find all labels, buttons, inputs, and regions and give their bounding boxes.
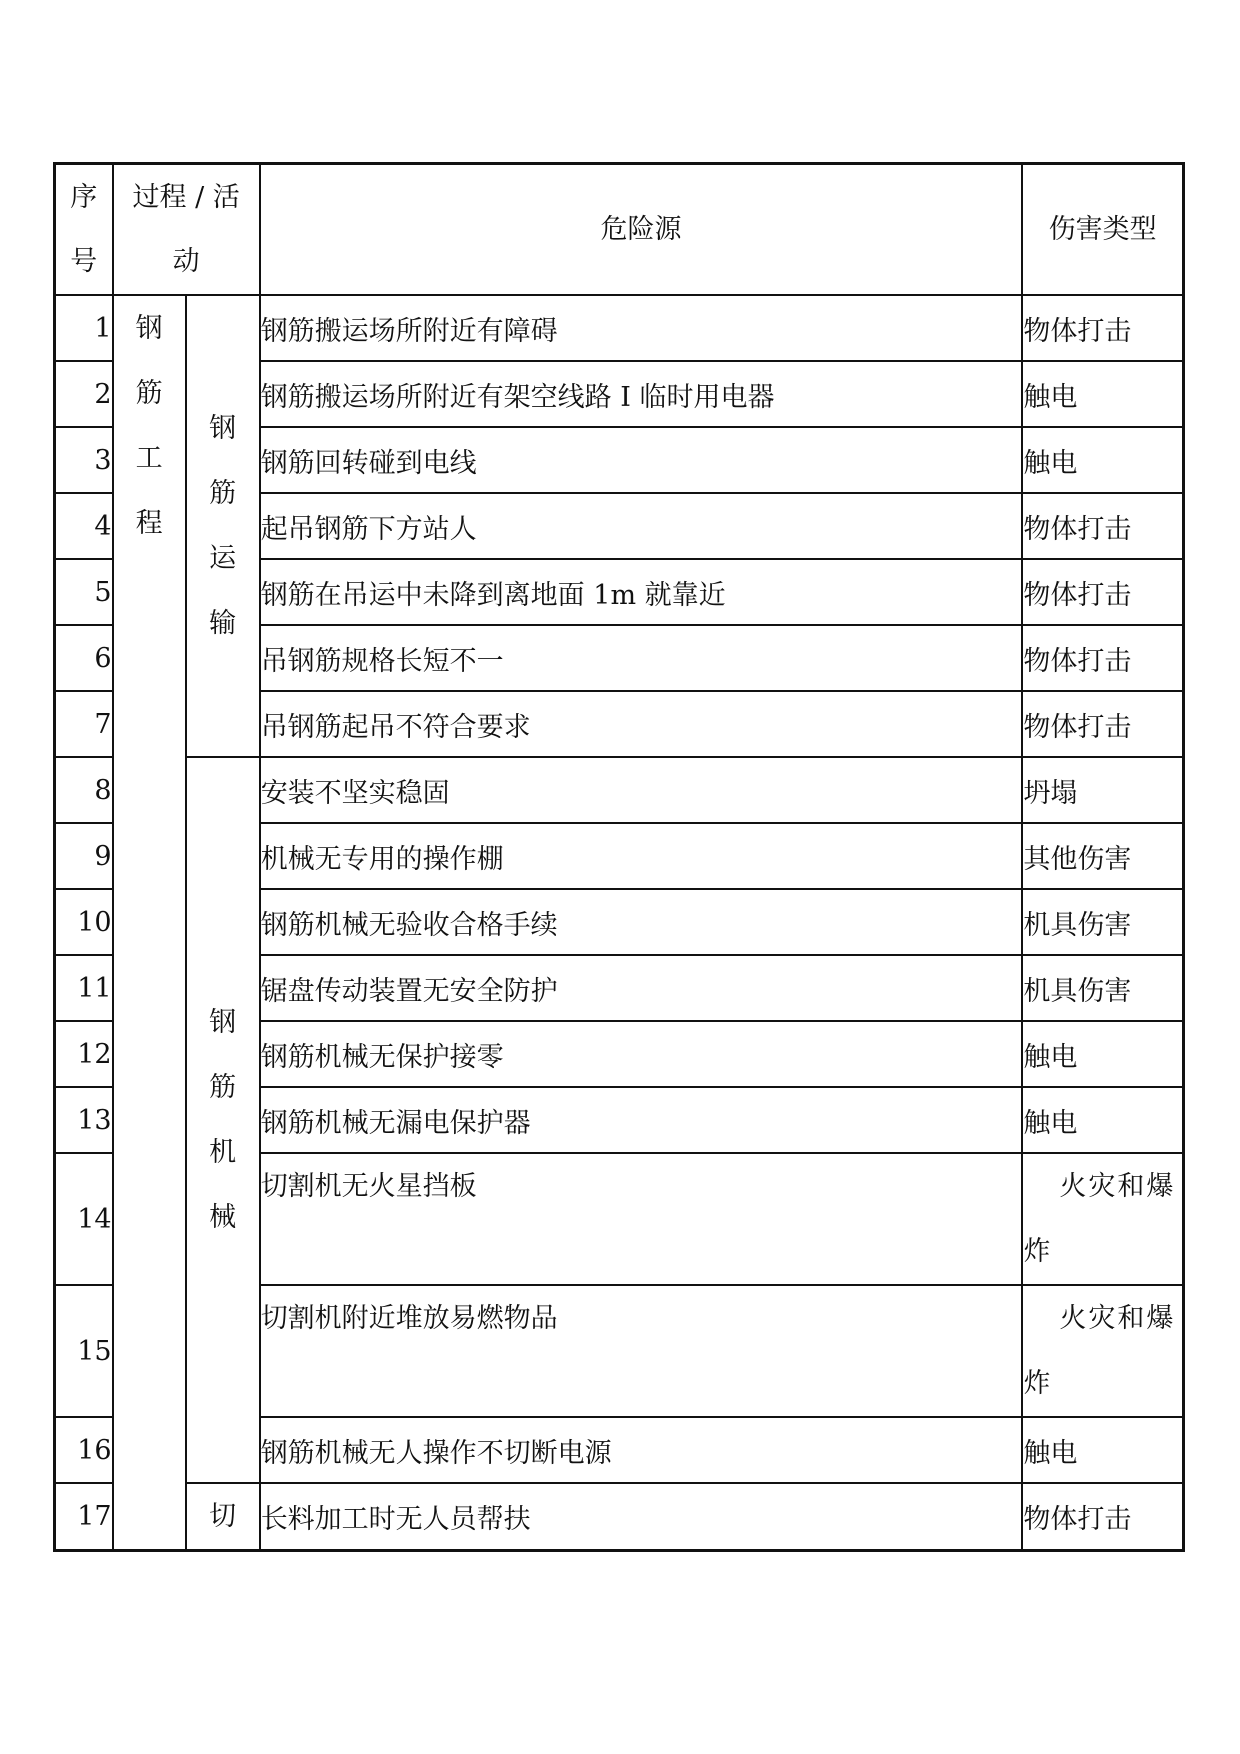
type-cell: 物体打击 <box>1022 493 1183 559</box>
row-no: 5 <box>55 559 113 625</box>
type-cell: 物体打击 <box>1022 1483 1183 1551</box>
type-cell: 坍塌 <box>1022 757 1183 823</box>
header-type: 伤害类型 <box>1022 164 1183 296</box>
row-no: 11 <box>55 955 113 1021</box>
type-cell: 触电 <box>1022 427 1183 493</box>
header-no: 序 号 <box>55 164 113 296</box>
process-major: 钢 筋 工 程 <box>113 295 186 1551</box>
row-no: 8 <box>55 757 113 823</box>
process-machinery: 钢 筋 机 械 <box>186 757 260 1483</box>
hazard-cell: 钢筋回转碰到电线 <box>260 427 1023 493</box>
hazard-cell: 钢筋机械无验收合格手续 <box>260 889 1023 955</box>
row-no: 3 <box>55 427 113 493</box>
type-cell: 物体打击 <box>1022 691 1183 757</box>
type-cell: 火灾和爆 炸 <box>1022 1285 1183 1417</box>
row-no: 4 <box>55 493 113 559</box>
row-no: 12 <box>55 1021 113 1087</box>
row-no: 10 <box>55 889 113 955</box>
type-cell: 其他伤害 <box>1022 823 1183 889</box>
hazard-cell: 安装不坚实稳固 <box>260 757 1023 823</box>
row-no: 9 <box>55 823 113 889</box>
type-cell: 物体打击 <box>1022 295 1183 361</box>
header-hazard: 危险源 <box>260 164 1023 296</box>
type-cell: 机具伤害 <box>1022 889 1183 955</box>
hazard-cell: 起吊钢筋下方站人 <box>260 493 1023 559</box>
hazard-cell: 锯盘传动装置无安全防护 <box>260 955 1023 1021</box>
hazard-cell: 钢筋机械无漏电保护器 <box>260 1087 1023 1153</box>
hazard-cell: 机械无专用的操作棚 <box>260 823 1023 889</box>
type-cell: 火灾和爆 炸 <box>1022 1153 1183 1285</box>
hazard-cell: 钢筋搬运场所附近有架空线路 I 临时用电器 <box>260 361 1023 427</box>
type-cell: 触电 <box>1022 1087 1183 1153</box>
row-no: 1 <box>55 295 113 361</box>
hazard-cell: 钢筋机械无人操作不切断电源 <box>260 1417 1023 1483</box>
hazard-cell: 切割机附近堆放易燃物品 <box>260 1285 1023 1417</box>
hazard-cell: 吊钢筋起吊不符合要求 <box>260 691 1023 757</box>
table-row <box>55 295 1184 361</box>
type-cell: 机具伤害 <box>1022 955 1183 1021</box>
hazard-cell: 钢筋搬运场所附近有障碍 <box>260 295 1023 361</box>
type-cell: 触电 <box>1022 1021 1183 1087</box>
process-transport: 钢 筋 运 输 <box>186 295 260 757</box>
hazard-table <box>53 162 1185 1552</box>
row-no: 6 <box>55 625 113 691</box>
type-cell: 物体打击 <box>1022 625 1183 691</box>
row-no: 13 <box>55 1087 113 1153</box>
type-cell: 物体打击 <box>1022 559 1183 625</box>
hazard-cell: 钢筋机械无保护接零 <box>260 1021 1023 1087</box>
type-cell: 触电 <box>1022 1417 1183 1483</box>
row-no: 14 <box>55 1153 113 1285</box>
header-process: 过程 / 活 动 <box>113 164 260 296</box>
row-no: 7 <box>55 691 113 757</box>
hazard-cell: 钢筋在吊运中未降到离地面 1m 就靠近 <box>260 559 1023 625</box>
hazard-cell: 吊钢筋规格长短不一 <box>260 625 1023 691</box>
table-row <box>55 1483 1184 1551</box>
hazard-cell: 长料加工时无人员帮扶 <box>260 1483 1023 1551</box>
row-no: 2 <box>55 361 113 427</box>
row-no: 16 <box>55 1417 113 1483</box>
hazard-cell: 切割机无火星挡板 <box>260 1153 1023 1285</box>
row-no: 15 <box>55 1285 113 1417</box>
process-cutting: 切 <box>186 1483 260 1551</box>
type-cell: 触电 <box>1022 361 1183 427</box>
table-row <box>55 757 1184 823</box>
row-no: 17 <box>55 1483 113 1551</box>
header-row <box>55 164 1184 296</box>
